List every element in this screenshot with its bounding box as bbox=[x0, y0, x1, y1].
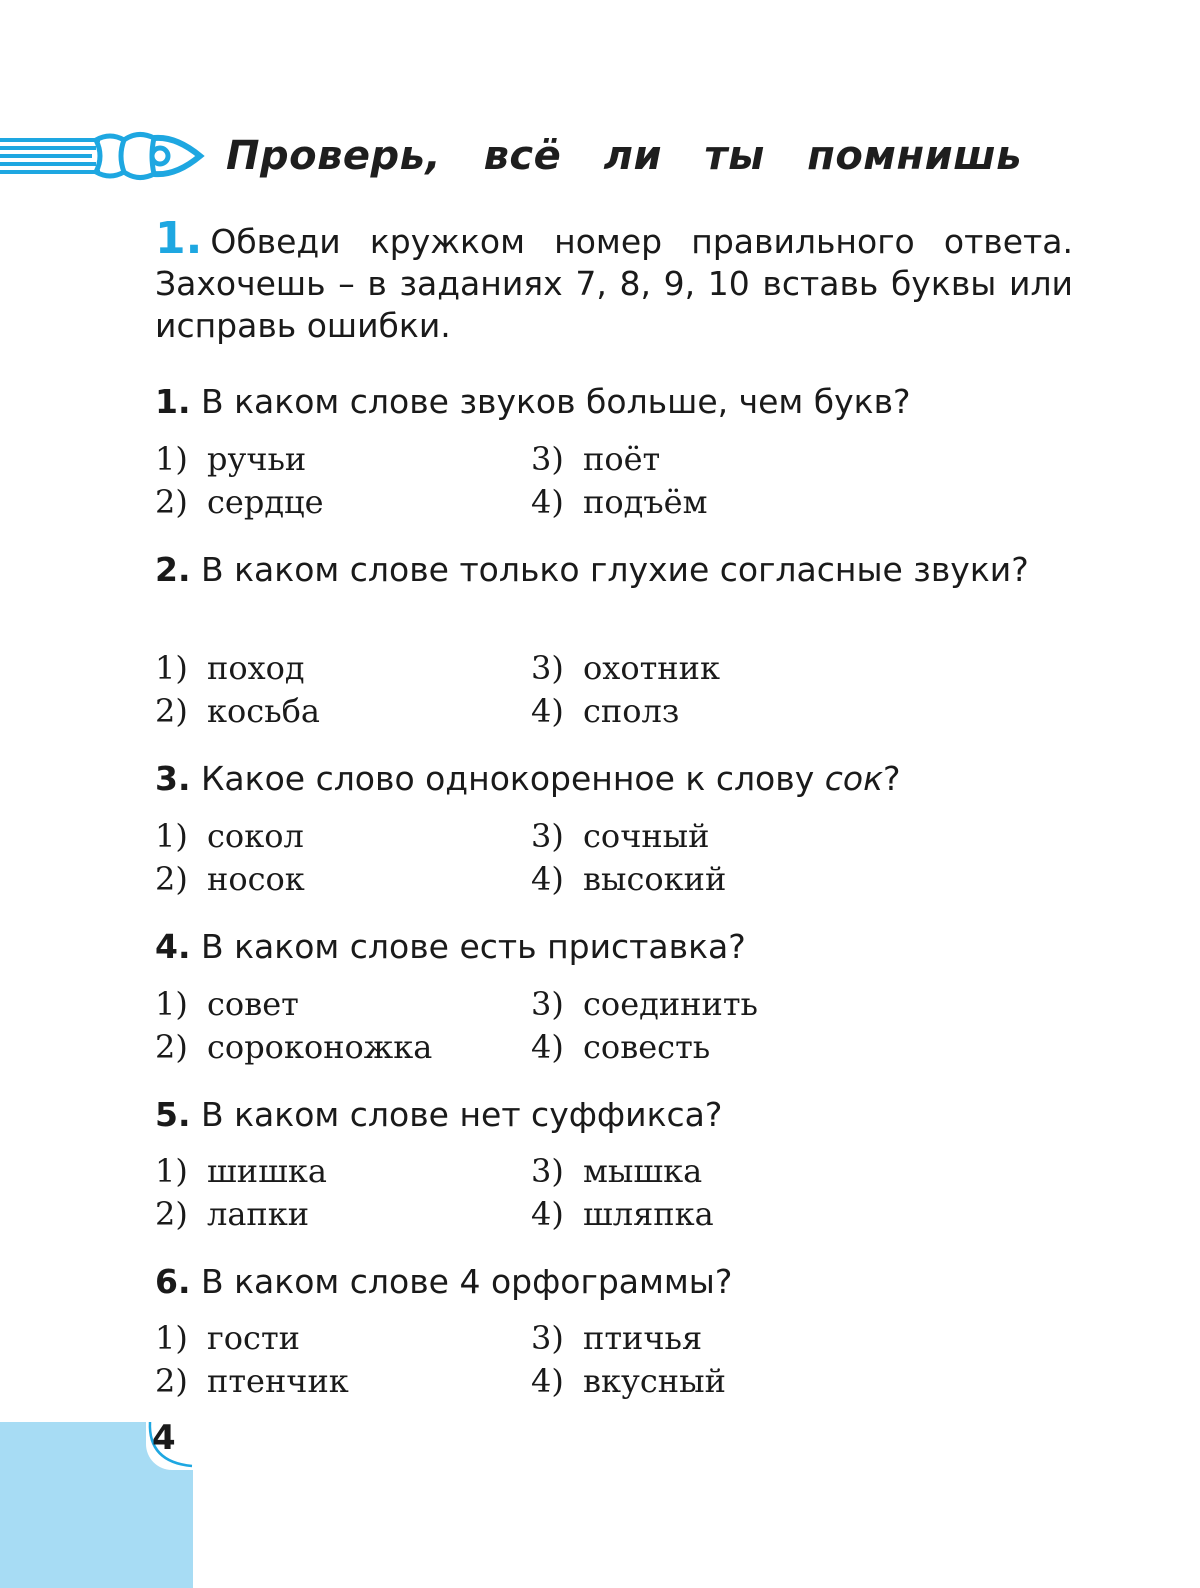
question-text: В каком слове есть приставка? bbox=[201, 927, 746, 966]
option[interactable] bbox=[531, 690, 679, 732]
option-word: шляпка bbox=[583, 1195, 714, 1233]
option-number: 1) bbox=[155, 649, 188, 687]
option-number: 4) bbox=[531, 483, 564, 521]
page-number: 4 bbox=[152, 1418, 176, 1458]
task-instructions bbox=[155, 213, 1073, 347]
question-2-options bbox=[155, 647, 915, 733]
option[interactable] bbox=[155, 1026, 432, 1068]
option-word: подъём bbox=[583, 483, 708, 521]
option[interactable] bbox=[531, 1150, 702, 1192]
option-number: 2) bbox=[155, 1028, 188, 1066]
option-word: сочный bbox=[583, 817, 710, 855]
option-number: 3) bbox=[531, 440, 564, 478]
question-2 bbox=[155, 549, 1073, 591]
option-word: высокий bbox=[583, 860, 727, 898]
option-word: ручьи bbox=[207, 440, 307, 478]
question-1-options bbox=[155, 438, 915, 524]
option[interactable] bbox=[155, 1193, 309, 1235]
option-number: 2) bbox=[155, 1195, 188, 1233]
option-number: 4) bbox=[531, 1028, 564, 1066]
question-6-options bbox=[155, 1317, 915, 1403]
option[interactable] bbox=[531, 1317, 702, 1359]
option-word: соединить bbox=[583, 985, 758, 1023]
option-word: поёт bbox=[583, 440, 661, 478]
option-number: 4) bbox=[531, 692, 564, 730]
question-number: 6. bbox=[155, 1262, 191, 1301]
option[interactable] bbox=[155, 481, 324, 523]
option[interactable] bbox=[155, 815, 304, 857]
option-word: совет bbox=[207, 985, 299, 1023]
option-number: 1) bbox=[155, 1319, 188, 1357]
option-word: вкусный bbox=[583, 1362, 726, 1400]
question-5 bbox=[155, 1094, 1073, 1136]
option-number: 1) bbox=[155, 817, 188, 855]
option-number: 2) bbox=[155, 860, 188, 898]
question-3-options bbox=[155, 815, 915, 901]
question-6 bbox=[155, 1261, 1073, 1303]
option-word: совесть bbox=[583, 1028, 711, 1066]
question-text: В каком слове нет суффикса? bbox=[201, 1095, 723, 1134]
option-number: 3) bbox=[531, 1319, 564, 1357]
option[interactable] bbox=[155, 1360, 349, 1402]
option[interactable] bbox=[531, 1026, 710, 1068]
option-number: 3) bbox=[531, 985, 564, 1023]
option-number: 1) bbox=[155, 440, 188, 478]
option-word: носок bbox=[207, 860, 305, 898]
question-text: В каком слове только глухие согласные звуки? bbox=[201, 550, 1029, 589]
option-number: 3) bbox=[531, 817, 564, 855]
option-number: 1) bbox=[155, 985, 188, 1023]
option-number: 2) bbox=[155, 483, 188, 521]
option[interactable] bbox=[531, 647, 720, 689]
option[interactable] bbox=[531, 815, 709, 857]
option-word: мышка bbox=[583, 1152, 703, 1190]
task-number: 1. bbox=[155, 213, 203, 264]
question-text: В каком слове 4 орфограммы? bbox=[201, 1262, 733, 1301]
option-word: сороконожка bbox=[207, 1028, 433, 1066]
option-number: 3) bbox=[531, 1152, 564, 1190]
option-number: 4) bbox=[531, 1195, 564, 1233]
option[interactable] bbox=[155, 438, 306, 480]
option[interactable] bbox=[155, 647, 305, 689]
option-word: птенчик bbox=[207, 1362, 349, 1400]
question-number: 1. bbox=[155, 382, 191, 421]
question-3 bbox=[155, 758, 1073, 800]
option[interactable] bbox=[531, 438, 660, 480]
option-number: 3) bbox=[531, 649, 564, 687]
option[interactable] bbox=[155, 1317, 300, 1359]
option-word: поход bbox=[207, 649, 305, 687]
question-text: В каком слове звуков больше, чем букв? bbox=[201, 382, 911, 421]
option-word: сокол bbox=[207, 817, 304, 855]
question-number: 4. bbox=[155, 927, 191, 966]
question-text: Какое слово однокоренное к слову bbox=[201, 759, 815, 798]
question-5-options bbox=[155, 1150, 915, 1236]
pen-nib-icon bbox=[0, 128, 215, 188]
option[interactable] bbox=[531, 481, 707, 523]
option[interactable] bbox=[531, 1193, 714, 1235]
option[interactable] bbox=[155, 858, 305, 900]
option-word: шишка bbox=[207, 1152, 327, 1190]
question-number: 2. bbox=[155, 550, 191, 589]
question-number: 3. bbox=[155, 759, 191, 798]
option-number: 4) bbox=[531, 1362, 564, 1400]
option-word: сердце bbox=[207, 483, 324, 521]
question-keyword: сок bbox=[824, 759, 883, 798]
question-4-options bbox=[155, 983, 915, 1069]
question-number: 5. bbox=[155, 1095, 191, 1134]
option-word: охотник bbox=[583, 649, 720, 687]
option-number: 2) bbox=[155, 692, 188, 730]
question-4 bbox=[155, 926, 1073, 968]
page-title: Проверь, всё ли ты помнишь bbox=[226, 133, 1022, 179]
task-text: Обведи кружком номер правильного ответа. Захочешь – в заданиях 7, 8, 9, 10 вставь буквы или исправь ошибки. bbox=[155, 222, 1073, 345]
question-1 bbox=[155, 381, 1073, 423]
option[interactable] bbox=[531, 858, 726, 900]
option-number: 4) bbox=[531, 860, 564, 898]
option-word: птичья bbox=[583, 1319, 703, 1357]
option-word: лапки bbox=[207, 1195, 310, 1233]
option[interactable] bbox=[155, 983, 299, 1025]
option-word: косьба bbox=[207, 692, 320, 730]
option[interactable] bbox=[155, 1150, 327, 1192]
option-word: сполз bbox=[583, 692, 680, 730]
option[interactable] bbox=[155, 690, 320, 732]
option[interactable] bbox=[531, 983, 758, 1025]
option-number: 1) bbox=[155, 1152, 188, 1190]
option-number: 2) bbox=[155, 1362, 188, 1400]
question-mark: ? bbox=[883, 759, 901, 798]
option[interactable] bbox=[531, 1360, 726, 1402]
option-word: гости bbox=[207, 1319, 300, 1357]
